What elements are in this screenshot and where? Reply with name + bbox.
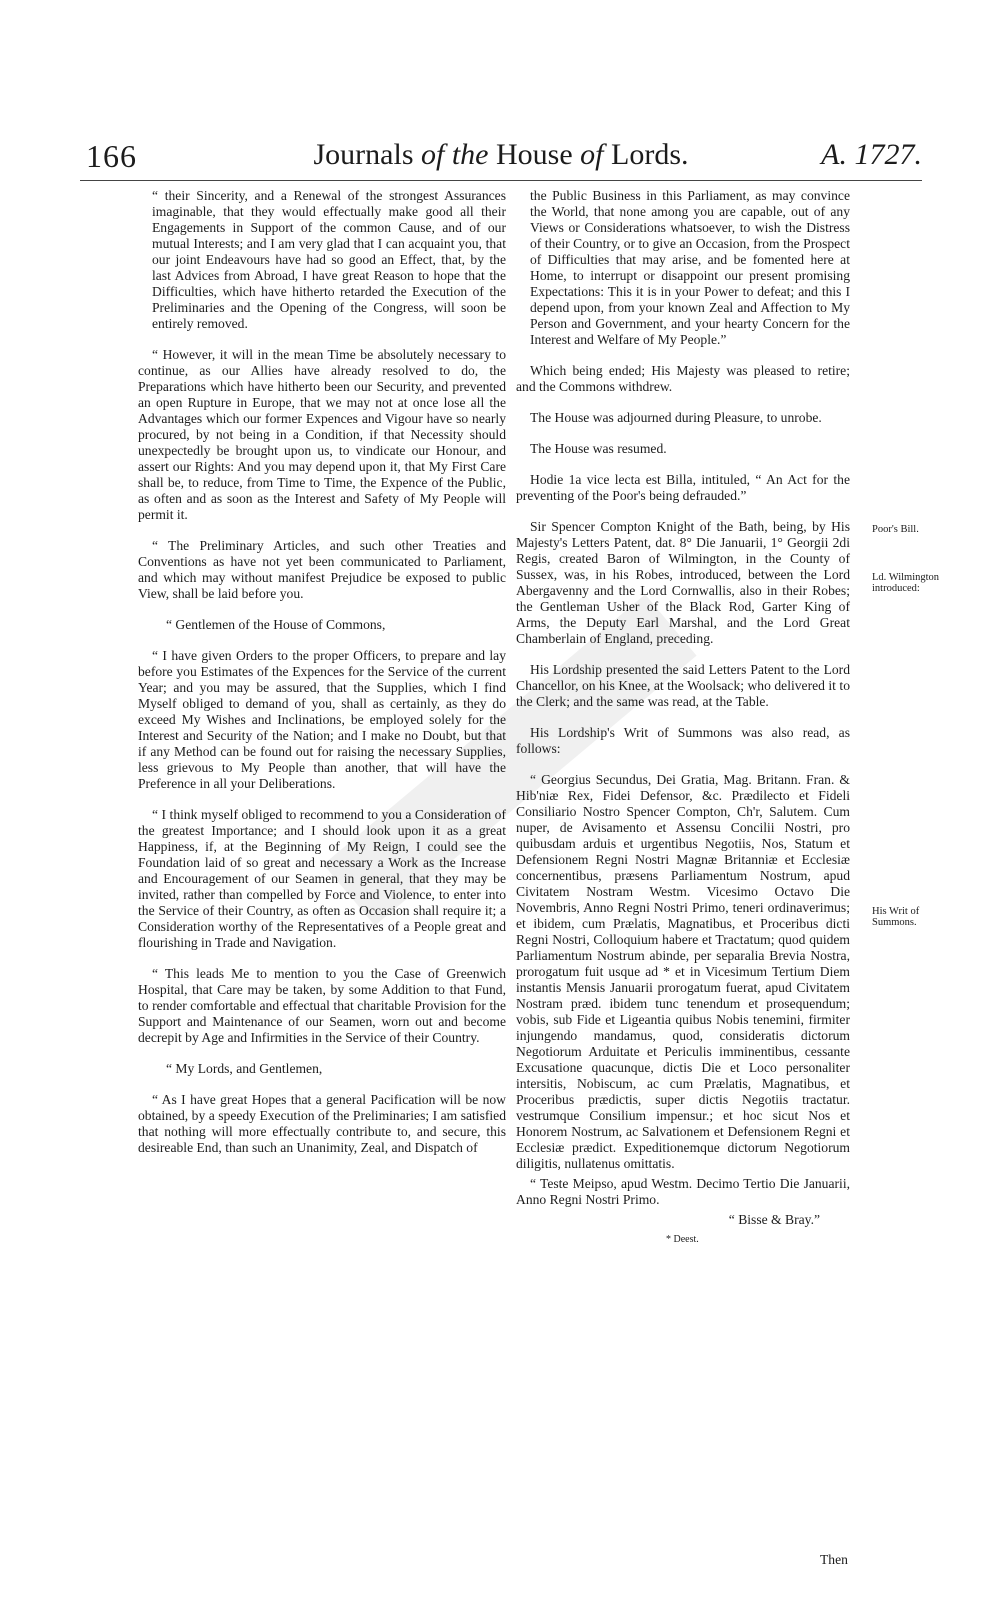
paragraph: The House was resumed. — [530, 441, 667, 456]
footnote: * Deest. — [666, 1234, 699, 1245]
margin-note-wilmington: Ld. Wilmington introduced: — [872, 572, 940, 594]
title-part: Journals — [313, 138, 421, 171]
signature: “ Bisse & Bray.” — [728, 1212, 820, 1227]
title-part: of the — [421, 138, 489, 171]
section-heading: “ My Lords, and Gentlemen, — [166, 1061, 323, 1076]
section-heading: “ Gentlemen of the House of Commons, — [166, 617, 386, 632]
running-title — [80, 138, 922, 172]
paragraph: His Lordship presented the said Letters Patent to the Lord Chancellor, on his Knee, at the Woolsack; who delivered it to the Clerk; and the same was read, at the Table. — [516, 662, 850, 709]
margin-note-poors-bill: Poor's Bill. — [872, 524, 919, 535]
paragraph: “ The Preliminary Articles, and such other Treaties and Conventions as have not yet been communicated to Parliament, and which may without manifest Prejudice be exposed to public View, shall be laid before you. — [138, 538, 506, 601]
catchword: Then — [820, 1552, 848, 1567]
left-column — [138, 188, 506, 1160]
title-part: Lords. — [603, 138, 689, 171]
paragraph: “ However, it will in the mean Time be absolutely necessary to continue, as our Allies have already resolved to do, the Preparations which have hitherto been our Security, and prevented an open Rupture in Europe, that we may not at once lose all the Advantages which our former Expences and Vigour have so nearly procured, by not being in a Condition, if that Necessity should unexpectedly be brought upon us, to vindicate our Honour, and assert our Rights: And you may depend upon it, that My First Care shall be, to reduce, from Time to Time, the Expence of the Public, as often and as soon as the Interest and Safety of My People will permit it. — [138, 347, 506, 522]
paragraph: “ This leads Me to mention to you the Case of Greenwich Hospital, that Care may be taken, by some Addition to that Fund, to render comfortable and effectual that charitable Provision for the Support and Maintenance of our Seamen, worn out and become decrepit by Age and Infirmities in the Service of their Country. — [138, 966, 506, 1045]
attestation: “ Teste Meipso, apud Westm. Decimo Tertio Die Januarii, Anno Regni Nostri Primo. — [516, 1176, 850, 1207]
right-column — [516, 188, 850, 1263]
margin-note-writ: His Writ of Summons. — [872, 906, 920, 928]
paragraph: His Lordship's Writ of Summons was also read, as follows: — [516, 725, 850, 756]
year-label: A. 1727. — [821, 138, 922, 171]
paragraph: Hodie 1a vice lecta est Billa, intituled, “ An Act for the preventing of the Poor's being defrauded.” — [516, 472, 850, 503]
page-number: 166 — [86, 138, 137, 174]
title-part: House — [488, 138, 581, 171]
paragraph: “ Georgius Secundus, Dei Gratia, Mag. Britann. Fran. & Hib'niæ Rex, Fidei Defensor, &c. Prædilecto et Fideli Consiliario Nostro Spencer Compton, Ch'r, Salutem. Cum nuper, de Avisamento et Assensu Concilii Nostri, pro quibusdam arduis et urgentibus Negotiis, Nos, Statum et Defensionem Regni Nostri Magnæ Britanniæ et Ecclesiæ concernentibus, præsens Parliamentum Nostrum, apud Civitatem Nostram Westm. Vicesimo Octavo Die Novembris, Anno Regni Nostri Primo, teneri ordinaverimus; et ibidem, cum Prælatis, Magnatibus, et Proceribus dicti Regni Nostri, Colloquium habere et Tractatum; quod quidem Parliamentum Nostrum abinde, per separalia Brevia Nostra, prorogatum fuit usque ad * et in Vicesimum Tertium Diem instantis Mensis Januarii prorogatum fuerat, apud Civitatem Nostram præd. ibidem tunc tenendum et prosequendum; vobis, sub Fide et Ligeantia quibus Nobis tenemini, firmiter injungendo mandamus, quod, consideratis dictorum Negotiorum Arduitate et Periculis imminentibus, cessante Excusatione quacunque, dictis Die et Loco personaliter intersitis, Nobiscum, ac cum Prælatis, Magnatibus, et Proceribus prædictis, super dictis Negotiis tractatur. vestrumque Consilium impensur.; et hoc sicut Nos et Honorem Nostrum, ac Salvationem et Defensionem Regni et Ecclesiæ prædict. Expeditionemque dictorum Negotiorum diligitis, nullatenus omittatis. — [516, 772, 850, 1171]
paragraph: “ their Sincerity, and a Renewal of the strongest Assurances imaginable, that they would effectually make good all their Engagements in Support of the common Cause, and of our mutual Interests; and I am very glad that I can acquaint you, that our joint Endeavours have had so good an Effect, that, by the last Advices from Abroad, I have great Reason to hope that the Difficulties, which have hitherto retarded the Execution of the Preliminaries and the Opening of the Congress, will soon be entirely removed. — [152, 188, 506, 331]
paragraph: “ As I have great Hopes that a general Pacification will be now obtained, by a speedy Execution of the Preliminaries; I am satisfied that nothing will more effectually contribute to, and secure, this desireable End, than such an Unanimity, Zeal, and Dispatch of — [138, 1092, 506, 1155]
title-part: of — [580, 138, 604, 171]
page-header — [80, 138, 922, 182]
header-rule — [80, 180, 922, 181]
paragraph: The House was adjourned during Pleasure, to unrobe. — [530, 410, 822, 425]
paragraph: Sir Spencer Compton Knight of the Bath, being, by His Majesty's Letters Patent, dat. 8° Die Januarii, 1° Georgii 2di Regis, created Baron of Wilmington, in the County of Sussex, was, in his Robes, introduced, between the Lord Abergavenny and the Lord Cornwallis, also in their Robes; the Gentleman Usher of the Black Rod, Garter King of Arms, the Deputy Earl Marshal, and the Lord Great Chamberlain of England, preceding. — [516, 519, 850, 646]
paragraph: Which being ended; His Majesty was pleased to retire; and the Commons withdrew. — [516, 363, 850, 394]
paragraph: “ I think myself obliged to recommend to you a Consideration of the greatest Importance; and I should look upon it as a great Happiness, if, at the Beginning of My Reign, I could see the Foundation laid of so great and necessary a Work as the Increase and Encouragement of our Seamen in general, that they may be invited, rather than compelled by Force and Violence, to enter into the Service of their Country, as often as Occasion shall require it; a Consideration worthy of the Representatives of a People great and flourishing in Trade and Navigation. — [138, 807, 506, 950]
paragraph: “ I have given Orders to the proper Officers, to prepare and lay before you Estimates of the Expences for the Service of the current Year; and you may be assured, that the Supplies, which I find Myself obliged to demand of you, shall as certainly, as they do exceed My Wishes and Inclinations, be employed solely for the Interest and Security of the Nation; and I make no Doubt, but that if any Method can be found out for raising the necessary Supplies, less grievous to My People than another, that will have the Preference in all your Deliberations. — [138, 648, 506, 791]
paragraph: the Public Business in this Parliament, as may convince the World, that none among you are capable, out of any Views or Considerations whatsoever, to wish the Distress of their Country, or to give an Occasion, from the Prospect of Difficulties that may arise, and be fomented here at Home, to interrupt or disappoint our present promising Expectations: This it is in your Power to defeat; and this I depend upon, from your known Zeal and Affection to My Person and Government, and your hearty Concern for the Interest and Welfare of My People.” — [530, 188, 850, 347]
